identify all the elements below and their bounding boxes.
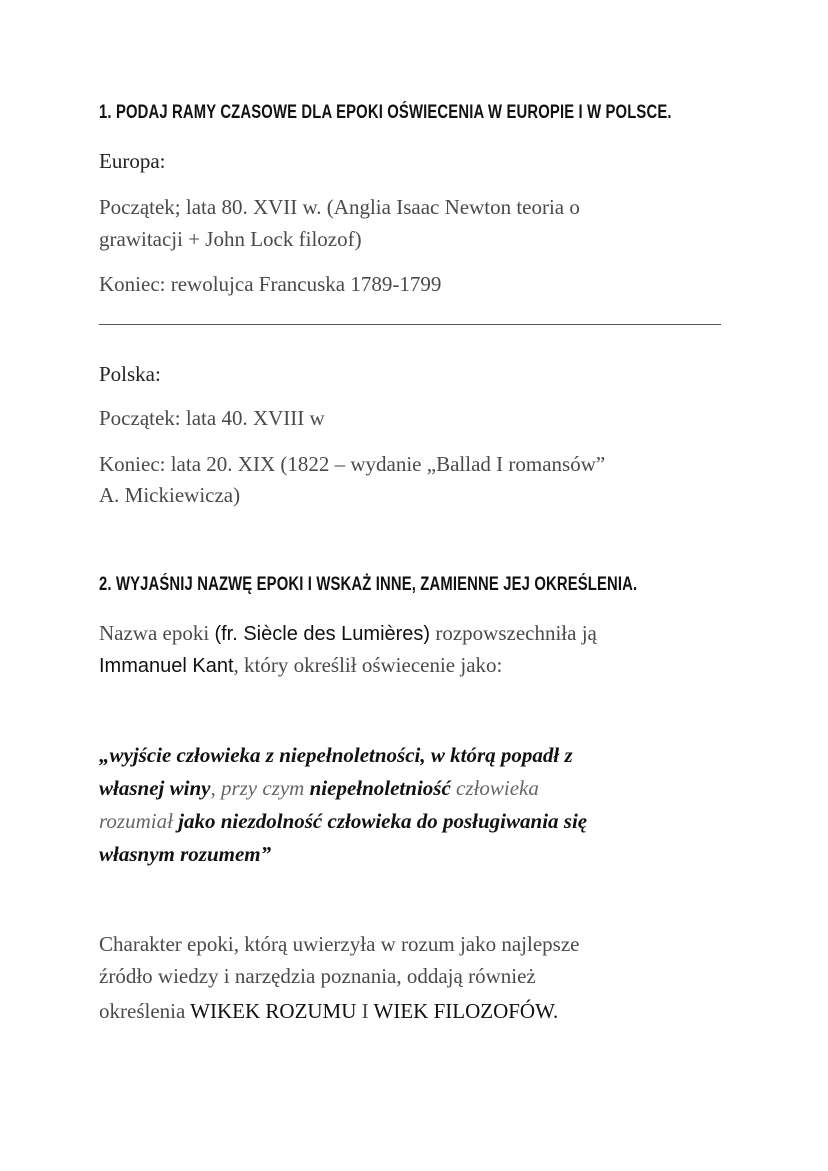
quote-line2	[99, 776, 539, 800]
quote-bold: własnej winy	[99, 776, 211, 800]
text: I	[356, 999, 374, 1023]
french-name: (fr. Siècle des Lumières)	[214, 623, 431, 645]
quote-line3	[99, 809, 587, 833]
text: .	[553, 999, 559, 1023]
europe-label: Europa:	[99, 149, 166, 173]
quote-bold: jako niezdolność człowieka do posługiwania się	[172, 809, 588, 833]
europe-start-line1: Początek; lata 80. XVII w. (Anglia Isaac Newton teoria o	[99, 195, 580, 219]
poland-end-line2: A. Mickiewicza)	[99, 483, 241, 507]
quote-line4: własnym rozumem”	[99, 842, 272, 866]
divider	[99, 324, 721, 325]
quote-line1: „wyjście człowieka z niepełnoletności, w którą popadł z	[99, 743, 573, 767]
character-line1: Charakter epoki, którą uwierzyła w rozum jako najlepsze	[99, 932, 580, 956]
quote-light: człowieka	[450, 776, 539, 800]
quote-bold: niepełnoletniość	[309, 776, 451, 800]
europe-end: Koniec: rewolujca Francuska 1789-1799	[99, 272, 442, 296]
character-line2: źródło wiedzy i narzędzia poznania, oddają również	[99, 964, 536, 988]
poland-end-line1: Koniec: lata 20. XIX (1822 – wydanie „Ballad I romansów”	[99, 452, 606, 476]
term-age-of-philosophers: WIEK FILOZOFÓW	[373, 999, 553, 1023]
name-paragraph-line1	[99, 621, 597, 646]
name-paragraph-line2	[99, 653, 502, 678]
poland-start: Początek: lata 40. XVIII w	[99, 406, 325, 430]
text: określenia	[99, 999, 191, 1023]
quote-light: rozumiał	[99, 809, 173, 833]
europe-start-line2: grawitacji + John Lock filozof)	[99, 227, 362, 251]
section2-heading: 2. WYJAŚNIJ NAZWĘ EPOKI I WSKAŻ INNE, ZAMIENNE JEJ OKREŚLENIA.	[99, 574, 638, 595]
text: rozpowszechniła ją	[430, 621, 597, 645]
text: , który określił oświecenie jako:	[233, 653, 503, 677]
text: Nazwa epoki	[99, 621, 215, 645]
kant-name: Immanuel Kant	[99, 655, 234, 677]
term-age-of-reason: WIKEK ROZUMU	[190, 999, 357, 1023]
section1-heading: 1. PODAJ RAMY CZASOWE DLA EPOKI OŚWIECENIA W EUROPIE I W POLSCE.	[99, 102, 672, 123]
quote-light: , przy czym	[210, 776, 310, 800]
poland-label: Polska:	[99, 362, 161, 386]
character-line3	[99, 999, 558, 1023]
